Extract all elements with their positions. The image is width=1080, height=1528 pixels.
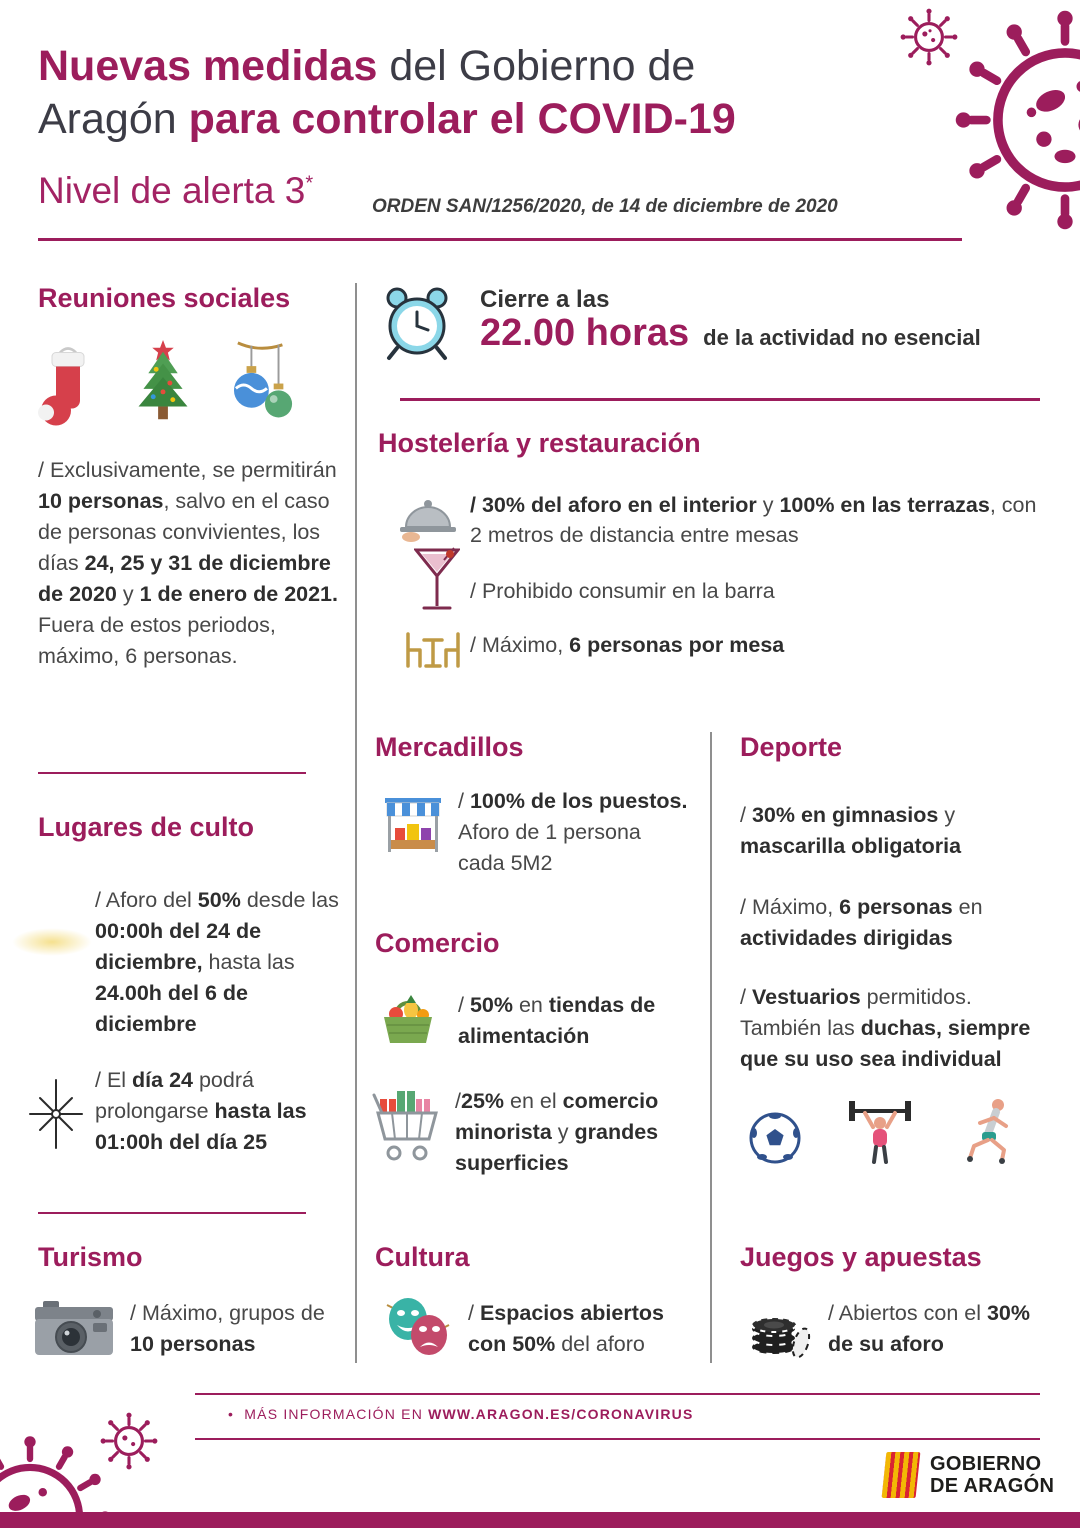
order-reference: ORDEN SAN/1256/2020, de 14 de diciembre de 2020 bbox=[372, 196, 838, 217]
cierre-row bbox=[480, 312, 1040, 355]
section-title-hosteleria: Hostelería y restauración bbox=[378, 428, 701, 458]
section-title-mercadillos: Mercadillos bbox=[375, 732, 524, 762]
footer-info-bullet: • bbox=[228, 1406, 235, 1422]
cierre-suffix: de la actividad no esencial bbox=[703, 325, 981, 350]
footer-divider-top bbox=[195, 1393, 1040, 1395]
sport-icons-row bbox=[748, 1095, 1028, 1165]
weightlifter-icon bbox=[847, 1097, 913, 1165]
comercio-item-1: / 50% en tiendas de alimentación bbox=[458, 993, 656, 1048]
mercadillos-body: / 100% de los puestos. Aforo de 1 persona cada 5M2 bbox=[458, 789, 688, 875]
christmas-icons-row bbox=[38, 338, 318, 431]
shopping-cart-icon bbox=[372, 1082, 442, 1166]
section-title-cultura: Cultura bbox=[375, 1242, 470, 1272]
hosteleria-item-1: / 30% del aforo en el interior y 100% en las terrazas, con 2 metros de distancia entre mesas bbox=[470, 493, 1037, 547]
title-plain-1: del Gobierno de bbox=[389, 42, 696, 90]
gobierno-aragon-logo bbox=[884, 1452, 1054, 1498]
cierre-time: 22.00 horas bbox=[480, 312, 690, 354]
title-accent-2: para controlar el COVID-19 bbox=[188, 95, 736, 143]
footer-info bbox=[228, 1406, 694, 1422]
footer-info-link[interactable]: WWW.ARAGON.ES/CORONAVIRUS bbox=[428, 1406, 694, 1422]
hosteleria-item-2: / Prohibido consumir en la barra bbox=[470, 579, 775, 603]
food-basket-icon bbox=[378, 986, 438, 1048]
section-title-turismo: Turismo bbox=[38, 1242, 143, 1272]
table-chairs-icon bbox=[400, 624, 466, 674]
alarm-clock-icon bbox=[381, 283, 453, 363]
aragon-flag-icon bbox=[882, 1452, 921, 1498]
section-title-comercio: Comercio bbox=[375, 928, 500, 958]
header-divider bbox=[38, 238, 962, 241]
footer-info-prefix: MÁS INFORMACIÓN EN bbox=[244, 1406, 424, 1422]
left-divider-1 bbox=[38, 772, 306, 774]
juegos-body: / Abiertos con el 30% de su aforo bbox=[828, 1301, 1030, 1356]
cierre-divider bbox=[400, 398, 1040, 401]
camera-icon bbox=[32, 1295, 116, 1359]
logo-line-1: GOBIERNO bbox=[930, 1453, 1042, 1475]
theater-masks-icon bbox=[383, 1294, 453, 1360]
cocktail-icon bbox=[414, 546, 460, 620]
logo-text bbox=[930, 1453, 1054, 1497]
virus-large-icon-top bbox=[950, 5, 1080, 235]
section-title-reuniones: Reuniones sociales bbox=[38, 283, 291, 313]
cloche-icon bbox=[398, 490, 458, 544]
hosteleria-item-3: / Máximo, 6 personas por mesa bbox=[470, 633, 785, 657]
bottom-accent-bar bbox=[0, 1512, 1080, 1528]
runner-icon bbox=[958, 1095, 1016, 1165]
culto-item-1: / Aforo del 50% desde las 00:00h del 24 de diciembre, hasta las 24.00h del 6 de diciembre bbox=[95, 888, 339, 1036]
footer-divider-bottom bbox=[195, 1438, 1040, 1440]
deporte-item-3: / Vestuarios permitidos. También las duchas, siempre que su uso sea individual bbox=[740, 985, 1031, 1071]
column-divider-right bbox=[710, 732, 712, 1363]
title-plain-2: Aragón bbox=[38, 95, 189, 143]
market-stall-icon bbox=[383, 793, 443, 859]
cultura-body: / Espacios abiertos con 50% del aforo bbox=[468, 1301, 664, 1356]
reuniones-body: / Exclusivamente, se permitirán 10 personas, salvo en el caso de personas convivientes, los días 24, 25 y 31 de diciembre de 2020 y 1 de enero de 2021. Fuera de estos periodos, máximo, 6 personas. bbox=[38, 458, 338, 668]
star-icon bbox=[20, 1078, 92, 1150]
page-title bbox=[38, 40, 858, 146]
candle-glow-icon bbox=[12, 928, 92, 956]
deporte-item-1: / 30% en gimnasios y mascarilla obligatoria bbox=[740, 803, 962, 858]
column-divider-left bbox=[355, 283, 357, 1363]
alert-asterisk: * bbox=[305, 172, 314, 195]
deporte-item-2: / Máximo, 6 personas en actividades dirigidas bbox=[740, 895, 983, 950]
section-title-juegos: Juegos y apuestas bbox=[740, 1242, 982, 1272]
left-divider-2 bbox=[38, 1212, 306, 1214]
comercio-item-2: /25% en el comercio minorista y grandes superficies bbox=[455, 1089, 659, 1175]
christmas-stocking-icon bbox=[38, 343, 98, 431]
alert-level-text: Nivel de alerta 3 bbox=[38, 170, 306, 211]
logo-line-2: DE ARAGÓN bbox=[930, 1475, 1055, 1497]
turismo-body: / Máximo, grupos de 10 personas bbox=[130, 1301, 325, 1356]
baubles-icon bbox=[229, 339, 299, 431]
culto-item-2: / El día 24 podrá prolongarse hasta las 01:00h del día 25 bbox=[95, 1068, 307, 1154]
section-title-culto: Lugares de culto bbox=[38, 812, 255, 842]
cierre-label: Cierre a las bbox=[480, 286, 610, 313]
alert-level bbox=[38, 170, 313, 212]
poker-chips-icon bbox=[748, 1294, 812, 1360]
title-accent-1: Nuevas medidas bbox=[38, 42, 390, 90]
soccer-ball-icon bbox=[748, 1111, 802, 1165]
section-title-deporte: Deporte bbox=[740, 732, 843, 762]
christmas-tree-icon bbox=[126, 338, 201, 431]
